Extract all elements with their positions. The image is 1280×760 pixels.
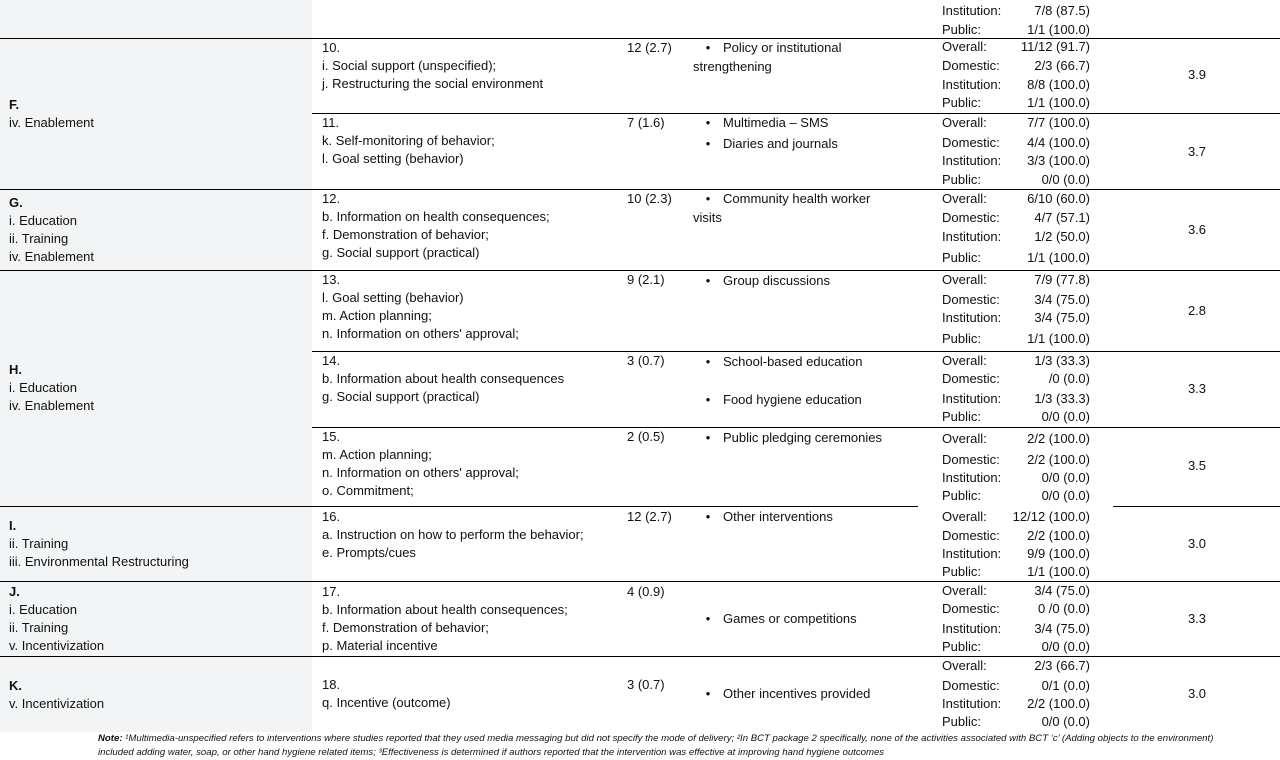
effectiveness-label: Institution:: [942, 229, 1002, 244]
effectiveness-value: 3/4 (75.0): [1034, 310, 1090, 325]
bct-item: q. Incentive (outcome): [322, 695, 451, 710]
effectiveness-label: Domestic:: [942, 371, 1000, 386]
row-divider: [0, 581, 1280, 582]
group-label: [9, 194, 94, 266]
effectiveness-label: Institution:: [942, 310, 1002, 325]
group-cell-continuation: [0, 0, 312, 38]
bct-item: p. Material incentive: [322, 638, 438, 653]
bct-item: k. Self-monitoring of behavior;: [322, 133, 495, 148]
bct-item: g. Social support (practical): [322, 245, 480, 260]
row-divider: [1113, 506, 1280, 507]
effectiveness-row: [938, 94, 1090, 112]
effectiveness-value: 2/2 (100.0): [1027, 431, 1090, 446]
activity-item: [693, 391, 862, 409]
package-number: 16.: [322, 509, 341, 524]
effectiveness-row: [938, 370, 1090, 388]
table-footnote: [98, 732, 1248, 760]
activity-label: Policy or institutional: [723, 40, 842, 55]
effectiveness-row: [938, 487, 1090, 505]
group-function: iv. Enablement: [9, 398, 95, 413]
effectiveness-row: [938, 563, 1090, 581]
bullet-icon: •: [705, 273, 711, 288]
group-letter: F.: [9, 97, 20, 112]
effectiveness-label: Domestic:: [942, 452, 1000, 467]
effectiveness-label: Overall:: [942, 431, 987, 446]
group-function: ii. Training: [9, 231, 69, 246]
effectiveness-label: Overall:: [942, 115, 987, 130]
study-count: 9 (2.1): [627, 272, 665, 287]
group-letter: H.: [9, 362, 22, 377]
effectiveness-row: [938, 430, 1090, 448]
group-letter: K.: [9, 678, 22, 693]
effectiveness-label: Overall:: [942, 658, 987, 673]
effectiveness-label: Public:: [942, 639, 982, 654]
effectiveness-value: 1/1 (100.0): [1027, 331, 1090, 346]
effectiveness-label: Public:: [942, 95, 982, 110]
row-divider: [0, 189, 1280, 190]
effectiveness-value: 1/1 (100.0): [1027, 564, 1090, 579]
row-divider: [0, 656, 1280, 657]
activity-label: Other incentives provided: [723, 686, 871, 701]
study-count: 2 (0.5): [627, 429, 665, 444]
effectiveness-label: Public:: [942, 22, 982, 37]
study-count: 7 (1.6): [627, 115, 665, 130]
effectiveness-value: 3/4 (75.0): [1034, 583, 1090, 598]
bct-item: f. Demonstration of behavior;: [322, 227, 489, 242]
activity-item: [693, 508, 833, 526]
group-function: i. Education: [9, 213, 77, 228]
effectiveness-row: [938, 390, 1090, 408]
group-letter: J.: [9, 584, 20, 599]
activity-item: [693, 39, 842, 57]
activity-label: Community health worker: [723, 191, 871, 206]
package-number: 12.: [322, 191, 341, 206]
bct-item: m. Action planning;: [322, 447, 432, 462]
bct-item: a. Instruction on how to perform the behavior;: [322, 527, 584, 542]
effectiveness-label: Institution:: [942, 3, 1002, 18]
group-cell-f: [0, 38, 312, 189]
bct-item: l. Goal setting (behavior): [322, 151, 464, 166]
effectiveness-row: [938, 695, 1090, 713]
bct-item: b. Information about health consequences;: [322, 602, 568, 617]
effectiveness-value: 6/10 (60.0): [1027, 191, 1090, 206]
effectiveness-value: 3/4 (75.0): [1034, 621, 1090, 636]
effectiveness-value: 1/2 (50.0): [1034, 229, 1090, 244]
group-function: i. Education: [9, 380, 77, 395]
effectiveness-label: Domestic:: [942, 210, 1000, 225]
effectiveness-value: 7/8 (87.5): [1034, 3, 1090, 18]
bct-item: b. Information about health consequences: [322, 371, 565, 386]
effectiveness-label: Overall:: [942, 272, 987, 287]
effectiveness-value: 2/2 (100.0): [1027, 696, 1090, 711]
activity-item: [693, 272, 830, 290]
activity-item: [693, 610, 857, 628]
group-function: iii. Environmental Restructuring: [9, 554, 189, 569]
group-cell-k: [0, 656, 312, 732]
bullet-icon: •: [705, 686, 711, 701]
effectiveness-row: [938, 2, 1090, 20]
effectiveness-value: 0/0 (0.0): [1041, 714, 1090, 729]
group-function: iv. Enablement: [9, 115, 95, 130]
row-divider: [0, 506, 918, 507]
effectiveness-value: 0/0 (0.0): [1041, 409, 1090, 424]
group-label: [9, 677, 104, 713]
effectiveness-value: 0 /0 (0.0): [1037, 601, 1090, 616]
effectiveness-row: [938, 330, 1090, 348]
quality-score: 3.0: [1187, 686, 1207, 701]
effectiveness-row: [938, 152, 1090, 170]
quality-score: 3.3: [1187, 611, 1207, 626]
effectiveness-label: Overall:: [942, 39, 987, 54]
effectiveness-row: [938, 38, 1090, 56]
effectiveness-value: 2/2 (100.0): [1027, 452, 1090, 467]
study-count: 10 (2.3): [627, 191, 672, 206]
effectiveness-value: /0 (0.0): [1048, 371, 1090, 386]
group-cell-h: [0, 270, 312, 506]
bct-package: [322, 583, 568, 655]
bct-package: [322, 271, 519, 343]
effectiveness-row: [938, 713, 1090, 731]
group-letter: I.: [9, 518, 17, 533]
activity-item: [693, 429, 882, 447]
bct-package: [322, 508, 584, 562]
effectiveness-row: [938, 508, 1090, 526]
bullet-icon: •: [705, 430, 711, 445]
row-divider: [312, 351, 1280, 352]
bct-package: [322, 114, 495, 168]
study-count: 3 (0.7): [627, 677, 665, 692]
effectiveness-row: [938, 76, 1090, 94]
row-divider: [0, 38, 1280, 39]
bct-item: n. Information on others' approval;: [322, 326, 519, 341]
effectiveness-label: Public:: [942, 488, 982, 503]
group-cell-g: [0, 189, 312, 270]
activity-item: [693, 190, 870, 208]
group-label: [9, 361, 94, 415]
activity-label: Public pledging ceremonies: [723, 430, 882, 445]
effectiveness-value: 7/7 (100.0): [1027, 115, 1090, 130]
effectiveness-label: Domestic:: [942, 678, 1000, 693]
activity-label: Games or competitions: [723, 611, 857, 626]
group-label: [9, 583, 104, 655]
effectiveness-row: [938, 545, 1090, 563]
effectiveness-value: 7/9 (77.8): [1034, 272, 1090, 287]
bct-package: [322, 39, 543, 93]
activity-label: Other interventions: [723, 509, 833, 524]
note-text: ¹Multimedia-unspecified refers to interventions where studies reported that they used media messaging but did not specify the mode of delivery; ²In BCT package 2 specifically, none of the activities associated with BCT ‘c’ (Adding objects to the environment) included adding water, soap, or other hand hygiene related items; ³Effectiveness is determined if authors reported that the intervention was effective at improving hand hygiene outcomes: [98, 733, 1214, 758]
effectiveness-value: 12/12 (100.0): [1012, 509, 1090, 524]
bullet-icon: •: [705, 354, 711, 369]
activity-label: strengthening: [693, 59, 772, 74]
effectiveness-value: 11/12 (91.7): [1020, 39, 1090, 54]
activity-label: Food hygiene education: [723, 392, 862, 407]
effectiveness-value: 4/7 (57.1): [1034, 210, 1090, 225]
effectiveness-label: Public:: [942, 250, 982, 265]
row-divider: [0, 270, 1280, 271]
bct-item: n. Information on others' approval;: [322, 465, 519, 480]
package-number: 14.: [322, 353, 341, 368]
effectiveness-label: Public:: [942, 331, 982, 346]
effectiveness-row: [938, 582, 1090, 600]
effectiveness-value: 8/8 (100.0): [1027, 77, 1090, 92]
effectiveness-value: 0/0 (0.0): [1041, 639, 1090, 654]
bct-item: g. Social support (practical): [322, 389, 480, 404]
effectiveness-row: [938, 21, 1090, 39]
effectiveness-label: Institution:: [942, 153, 1002, 168]
effectiveness-row: [938, 249, 1090, 267]
quality-score: 3.0: [1187, 536, 1207, 551]
effectiveness-row: [938, 291, 1090, 309]
quality-score: 3.7: [1187, 144, 1207, 159]
bct-item: e. Prompts/cues: [322, 545, 416, 560]
effectiveness-label: Public:: [942, 564, 982, 579]
effectiveness-label: Institution:: [942, 621, 1002, 636]
note-lead: Note:: [98, 733, 123, 744]
bct-item: f. Demonstration of behavior;: [322, 620, 489, 635]
activity-label: Multimedia – SMS: [723, 115, 829, 130]
effectiveness-row: [938, 114, 1090, 132]
effectiveness-value: 1/1 (100.0): [1027, 95, 1090, 110]
effectiveness-value: 0/0 (0.0): [1041, 470, 1090, 485]
effectiveness-row: [938, 677, 1090, 695]
effectiveness-value: 3/3 (100.0): [1027, 153, 1090, 168]
effectiveness-value: 1/3 (33.3): [1034, 391, 1090, 406]
effectiveness-row: [938, 309, 1090, 327]
effectiveness-value: 0/0 (0.0): [1041, 488, 1090, 503]
activity-label: School-based education: [723, 354, 863, 369]
study-count: 4 (0.9): [627, 584, 665, 599]
effectiveness-label: Domestic:: [942, 292, 1000, 307]
activity-label: visits: [693, 210, 722, 225]
effectiveness-value: 0/0 (0.0): [1041, 172, 1090, 187]
effectiveness-value: 1/1 (100.0): [1027, 250, 1090, 265]
activity-label: Diaries and journals: [723, 136, 838, 151]
group-function: i. Education: [9, 602, 77, 617]
effectiveness-label: Domestic:: [942, 601, 1000, 616]
effectiveness-value: 9/9 (100.0): [1027, 546, 1090, 561]
bullet-icon: •: [705, 392, 711, 407]
bullet-icon: •: [705, 191, 711, 206]
activity-label: Group discussions: [723, 273, 830, 288]
bct-package: [322, 352, 564, 406]
package-number: 11.: [322, 115, 340, 130]
bct-item: l. Goal setting (behavior): [322, 290, 464, 305]
effectiveness-row: [938, 408, 1090, 426]
effectiveness-row: [938, 171, 1090, 189]
effectiveness-label: Overall:: [942, 191, 987, 206]
activity-item: [693, 58, 772, 76]
bct-package: [322, 190, 550, 262]
effectiveness-label: Public:: [942, 714, 982, 729]
effectiveness-row: [938, 271, 1090, 289]
effectiveness-label: Institution:: [942, 696, 1002, 711]
effectiveness-label: Institution:: [942, 470, 1002, 485]
effectiveness-label: Institution:: [942, 546, 1002, 561]
effectiveness-row: [938, 620, 1090, 638]
effectiveness-value: 1/3 (33.3): [1034, 353, 1090, 368]
effectiveness-label: Domestic:: [942, 58, 1000, 73]
bullet-icon: •: [705, 509, 711, 524]
effectiveness-value: 0/1 (0.0): [1041, 678, 1090, 693]
effectiveness-label: Domestic:: [942, 528, 1000, 543]
effectiveness-value: 4/4 (100.0): [1027, 135, 1090, 150]
bct-item: i. Social support (unspecified);: [322, 58, 497, 73]
package-number: 10.: [322, 40, 341, 55]
quality-score: 3.5: [1187, 458, 1207, 473]
study-count: 12 (2.7): [627, 509, 672, 524]
package-number: 15.: [322, 429, 341, 444]
group-label: [9, 96, 94, 132]
effectiveness-label: Public:: [942, 409, 982, 424]
effectiveness-value: 1/1 (100.0): [1027, 22, 1090, 37]
bullet-icon: •: [705, 115, 711, 130]
bct-package: [322, 428, 519, 500]
bullet-icon: •: [705, 611, 711, 626]
activity-item: [693, 135, 838, 153]
effectiveness-label: Overall:: [942, 509, 987, 524]
package-number: 18.: [322, 677, 341, 692]
effectiveness-row: [938, 638, 1090, 656]
group-cell-i: [0, 506, 312, 581]
effectiveness-value: 3/4 (75.0): [1034, 292, 1090, 307]
effectiveness-row: [938, 352, 1090, 370]
effectiveness-row: [938, 228, 1090, 246]
effectiveness-row: [938, 190, 1090, 208]
effectiveness-row: [938, 134, 1090, 152]
group-cell-j: [0, 581, 312, 656]
study-count: 12 (2.7): [627, 40, 672, 55]
effectiveness-label: Institution:: [942, 391, 1002, 406]
row-divider: [312, 113, 1280, 114]
activity-item: [693, 209, 722, 227]
bct-item: j. Restructuring the social environment: [322, 76, 544, 91]
effectiveness-label: Institution:: [942, 77, 1002, 92]
group-label: [9, 517, 189, 571]
effectiveness-value: 2/3 (66.7): [1034, 658, 1090, 673]
effectiveness-label: Overall:: [942, 583, 987, 598]
bct-item: m. Action planning;: [322, 308, 432, 323]
group-function: ii. Training: [9, 620, 69, 635]
group-function: v. Incentivization: [9, 696, 105, 711]
quality-score: 3.3: [1187, 381, 1207, 396]
group-letter: G.: [9, 195, 23, 210]
effectiveness-row: [938, 209, 1090, 227]
quality-score: 3.9: [1187, 67, 1207, 82]
effectiveness-value: 2/3 (66.7): [1034, 58, 1090, 73]
row-divider: [312, 427, 1280, 428]
group-function: ii. Training: [9, 536, 69, 551]
package-number: 13.: [322, 272, 341, 287]
effectiveness-row: [938, 657, 1090, 675]
effectiveness-row: [938, 527, 1090, 545]
bct-package: [322, 676, 451, 712]
group-function: iv. Enablement: [9, 249, 95, 264]
effectiveness-row: [938, 600, 1090, 618]
bct-item: o. Commitment;: [322, 483, 414, 498]
bullet-icon: •: [705, 136, 711, 151]
activity-item: [693, 353, 863, 371]
quality-score: 2.8: [1187, 303, 1207, 318]
package-number: 17.: [322, 584, 341, 599]
study-count: 3 (0.7): [627, 353, 665, 368]
group-function: v. Incentivization: [9, 638, 105, 653]
effectiveness-row: [938, 469, 1090, 487]
activity-item: [693, 114, 828, 132]
effectiveness-label: Domestic:: [942, 135, 1000, 150]
bullet-icon: •: [705, 40, 711, 55]
effectiveness-label: Public:: [942, 172, 982, 187]
effectiveness-row: [938, 57, 1090, 75]
effectiveness-row: [938, 451, 1090, 469]
activity-item: [693, 685, 870, 703]
quality-score: 3.6: [1187, 222, 1207, 237]
bct-item: b. Information on health consequences;: [322, 209, 550, 224]
effectiveness-label: Overall:: [942, 353, 987, 368]
effectiveness-value: 2/2 (100.0): [1027, 528, 1090, 543]
